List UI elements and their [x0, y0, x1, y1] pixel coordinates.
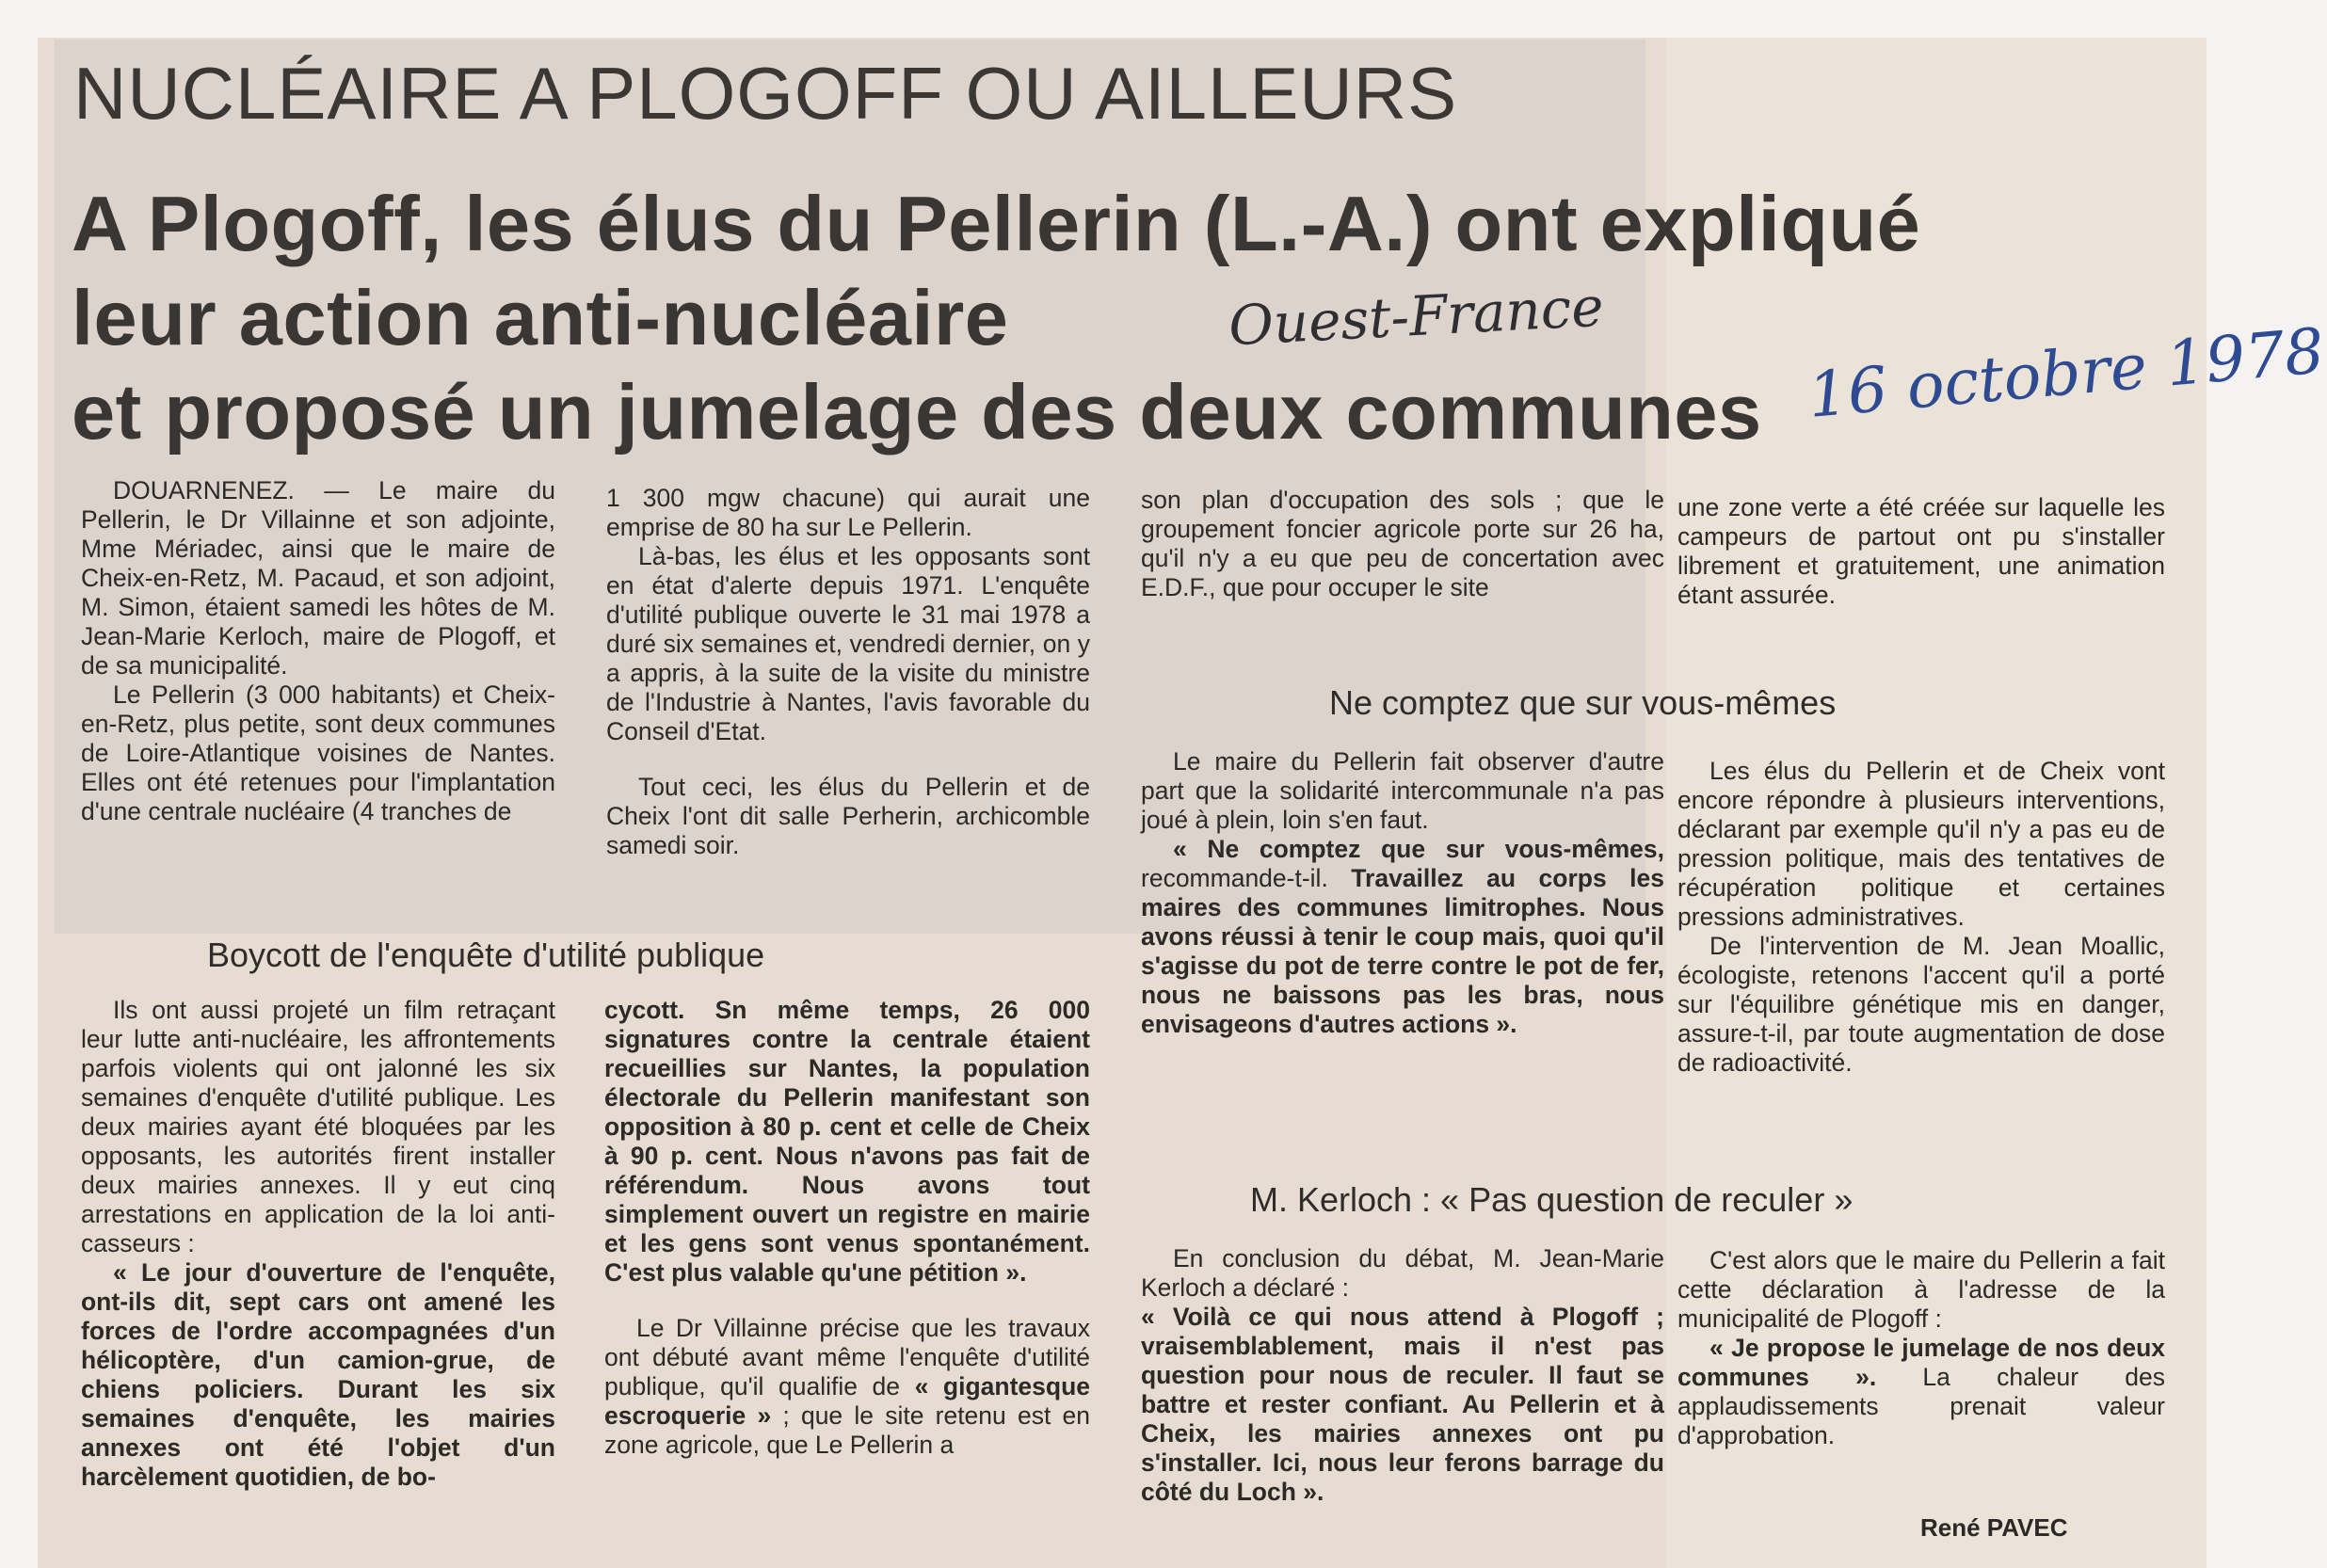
bold-quote: « Le jour d'ouverture de l'enquête, ont-ils dit, sept cars ont amené les forces de l'ordre accompagnées d'un hélicoptère, d'un camion-grue, de chiens policiers. Durant les six semaines d'enquête, les mairies annexes ont été l'objet d'un harcèlement quotidien, de bo-: [81, 1258, 555, 1491]
paragraph: Là-bas, les élus et les opposants sont en état d'alerte depuis 1971. L'enquête d'utilité publique ouverte le 31 mai 1978 a duré six semaines et, vendredi dernier, on y a appris, à la suite de la visite du ministre de l'Industrie à Nantes, l'avis favorable du Conseil d'Etat.: [606, 542, 1090, 745]
paragraph: DOUARNENEZ. — Le maire du Pellerin, le Dr Villainne et son adjointe, Mme Mériadec, ainsi que le maire de Cheix-en-Retz, M. Pacaud, et son adjoint, M. Simon, étaient samedi les hôtes de M. Jean-Marie Kerloch, maire de Plogoff, et de sa municipalité.: [81, 476, 555, 680]
subheading-ne-comptez: Ne comptez que sur vous-mêmes: [1329, 683, 1837, 722]
column-2-bottom: [604, 996, 1090, 1460]
paragraph: En conclusion du débat, M. Jean-Marie Kerloch a déclaré :: [1141, 1244, 1664, 1302]
quote-paragraph: [1141, 1303, 1664, 1507]
headline-line-1: A Plogoff, les élus du Pellerin (L.-A.) ont expliqué: [72, 180, 1921, 267]
quote-paragraph: [81, 1258, 555, 1492]
column-3-middle: [1141, 747, 1664, 1039]
paragraph: [1141, 835, 1664, 1039]
column-1-top: [81, 476, 555, 826]
headline-line-3: et proposé un jumelage des deux communes: [72, 368, 1762, 456]
column-1-bottom: [81, 996, 555, 1492]
bold-quote: cycott. Sn même temps, 26 000 signatures contre la centrale étaient recueillies sur Nantes, la population électorale du Pellerin manifestant son opposition à 80 p. cent et celle de Cheix à 90 p. cent. Nous n'avons pas fait de référendum. Nous avons tout simplement ouvert un registre en mairie et les gens sont venus spontanément. C'est plus valable qu'une pétition ».: [604, 996, 1090, 1287]
quote-paragraph: [604, 996, 1090, 1288]
text: La chaleur des applaudissements prenait valeur d'approbation.: [1677, 1363, 2165, 1449]
text: ; que le site retenu est en zone agricole, que Le Pellerin a: [604, 1401, 1090, 1459]
handwritten-date-note: 16 octobre 1978: [1805, 314, 2327, 432]
paragraph: Les élus du Pellerin et de Cheix vont encore répondre à plusieurs interventions, déclarant par exemple qu'il n'y a pas eu de pression politique, mais des tentatives de récupération politique et certaines pressions administratives.: [1677, 757, 2165, 931]
subheading-kerloch: M. Kerloch : « Pas question de reculer »: [1250, 1180, 1854, 1219]
column-4-middle: [1677, 757, 2165, 1078]
paragraph: Le Pellerin (3 000 habitants) et Cheix-en-Retz, plus petite, sont deux communes de Loire-Atlantique voisines de Nantes. Elles ont été retenues pour l'implantation d'une centrale nucléaire (4 tranches de: [81, 680, 555, 825]
column-3-top: [1141, 486, 1664, 602]
paragraph: Tout ceci, les élus du Pellerin et de Cheix l'ont dit salle Perherin, archicomble samedi soir.: [606, 773, 1090, 859]
text: recommande-t-il.: [1141, 864, 1352, 892]
paragraph: Le maire du Pellerin fait observer d'autre part que la solidarité intercommunale n'a pas joué à plein, loin s'en faut.: [1141, 747, 1664, 834]
paragraph: [1677, 1334, 2165, 1450]
paragraph: une zone verte a été créée sur laquelle les campeurs de partout ont pu s'installer librement et gratuitement, une animation étant assurée.: [1677, 493, 2165, 609]
paragraph: 1 300 mgw chacune) qui aurait une emprise de 80 ha sur Le Pellerin.: [606, 484, 1090, 541]
overline: NUCLÉAIRE A PLOGOFF OU AILLEURS: [73, 52, 1458, 135]
paragraph: De l'intervention de M. Jean Moallic, écologiste, retenons l'accent qu'il a porté sur l'équilibre génétique mis en danger, assure-t-il, par toute augmentation de dose de radioactivité.: [1677, 932, 2165, 1077]
column-4-top: [1677, 493, 2165, 610]
bold-quote: « Voilà ce qui nous attend à Plogoff ; vraisemblablement, mais il n'est pas question pour nous de reculer. Il faut se battre et rester confiant. Au Pellerin et à Cheix, les mairies annexes ont pu s'installer. Ici, nous leur ferons barrage du côté du Loch ».: [1141, 1303, 1664, 1506]
paragraph: Ils ont aussi projeté un film retraçant leur lutte anti-nucléaire, les affrontements parfois violents qui ont jalonné les six semaines d'enquête d'utilité publique. Les deux mairies ayant été bloquées par les opposants, les autorités firent installer deux mairies annexes. Il y eut cinq arrestations en application de la loi anti-casseurs :: [81, 996, 555, 1257]
bold-quote: Travaillez au corps les maires des communes limitrophes. Nous avons réussi à tenir le coup mais, quoi qu'il s'agisse du pot de terre contre le pot de fer, nous ne baissons pas les bras, nous envisageons d'autres actions ».: [1141, 864, 1665, 1038]
byline: René PAVEC: [1920, 1513, 2068, 1542]
handwritten-source-note: Ouest-France: [1227, 274, 1606, 359]
bold-quote: « Ne comptez que sur vous-mêmes,: [1173, 835, 1664, 863]
newspaper-clipping: [38, 38, 2327, 1568]
headline-line-2: leur action anti-nucléaire: [72, 274, 1009, 361]
paragraph: C'est alors que le maire du Pellerin a fait cette déclaration à l'adresse de la municipalité de Plogoff :: [1677, 1246, 2165, 1333]
column-4-bottom: [1677, 1246, 2165, 1450]
bold-quote: « gigantesque escroquerie »: [604, 1372, 1090, 1430]
paragraph: son plan d'occupation des sols ; que le groupement foncier agricole porte sur 26 ha, qu'il n'y a eu que peu de concertation avec E.D.F., que pour occuper le site: [1141, 486, 1664, 601]
text: Le Dr Villainne précise que les travaux ont débuté avant même l'enquête d'utilité publique, qu'il qualifie de: [604, 1314, 1090, 1400]
column-2-top: [606, 484, 1090, 860]
paragraph: [604, 1314, 1090, 1460]
column-3-bottom: [1141, 1244, 1664, 1507]
bold-quote: « Je propose le jumelage de nos deux communes ».: [1677, 1334, 2165, 1391]
subheading-boycott: Boycott de l'enquête d'utilité publique: [207, 936, 765, 974]
